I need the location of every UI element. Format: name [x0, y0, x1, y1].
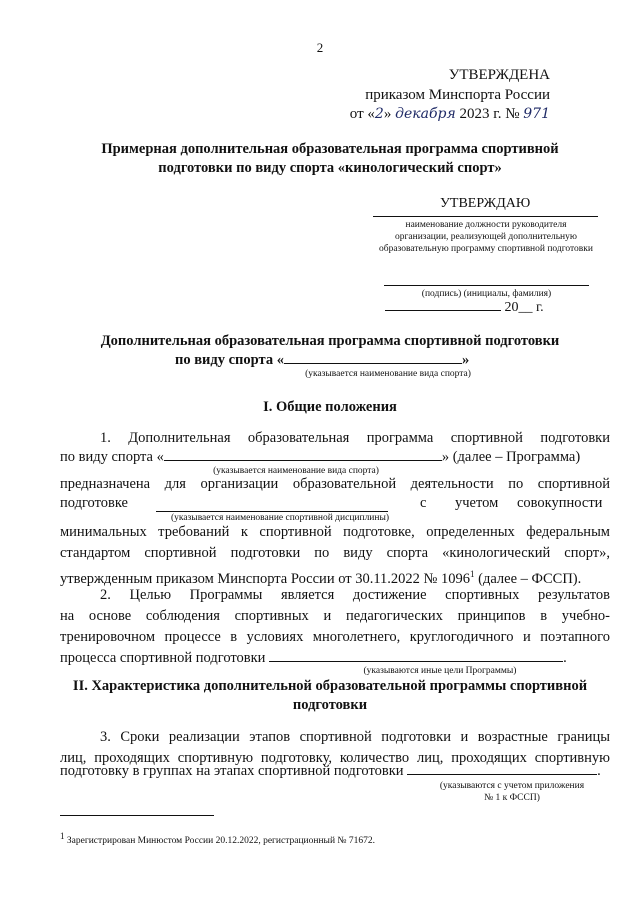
- p1-line5: минимальных требований к спортивной подготовке, определенных федеральным: [60, 524, 610, 540]
- discipline-blank: [156, 499, 388, 512]
- sport-name-blank: [284, 351, 462, 364]
- groups-blank: [407, 762, 597, 775]
- program-title-start: по виду спорта «: [175, 352, 284, 368]
- p1-caption2: (указывается наименование спортивной дисциплины): [170, 513, 390, 523]
- p1-line2-start: по виду спорта «: [60, 449, 164, 465]
- program-title-end: »: [461, 352, 470, 368]
- p2-line2: на основе соблюдения спортивных и педагогических принципов в учебно-: [60, 608, 610, 624]
- document-title-line2: подготовки по виду спорта «кинологический спорт»: [158, 160, 502, 176]
- position-caption-1: наименование должности руководителя: [405, 220, 567, 230]
- p2-caption: (указываются иные цели Программы): [363, 666, 517, 676]
- document-title-line1: Примерная дополнительная образовательная программа спортивной: [101, 141, 559, 157]
- program-title-line1: Дополнительная образовательная программа спортивной подготовки: [100, 333, 560, 349]
- sport-blank-2: [164, 448, 442, 461]
- signature-line: [384, 285, 589, 286]
- approval-mid: »: [383, 106, 396, 122]
- approval-day: 2: [374, 106, 384, 122]
- p1-line4-start: подготовке: [60, 495, 128, 511]
- date-suffix: 20__ г.: [504, 300, 544, 315]
- p1-line3: предназначена для организации образовательной деятельности по спортивной: [60, 476, 610, 492]
- approval-prefix: от «: [349, 106, 375, 122]
- approval-year: 2023 г. №: [455, 106, 524, 122]
- approval-order-line: приказом Минспорта России: [365, 87, 550, 103]
- p1-line4-c: с: [420, 495, 427, 511]
- p2-line4-end: .: [563, 650, 567, 666]
- p1-line4-end: совокупности: [517, 495, 603, 511]
- p1-line1: 1. Дополнительная образовательная программа спортивной подготовки: [100, 430, 610, 446]
- position-caption-2: организации, реализующей дополнительную: [395, 232, 577, 242]
- p3-caption-1: (указываются с учетом приложения: [439, 781, 585, 791]
- approval-date-field: [385, 298, 544, 316]
- p1-caption1: (указывается наименование вида спорта): [213, 466, 379, 476]
- p1-line4: [60, 493, 610, 514]
- p1-line2-end: » (далее – Программа): [441, 449, 581, 465]
- p1-line4-mid: учетом: [455, 495, 499, 511]
- footnote-separator: [60, 815, 214, 816]
- position-caption-3: образовательную программу спортивной подготовки: [378, 244, 593, 254]
- date-blank: [385, 298, 501, 311]
- p3-line2: лиц, проходящих спортивную подготовку, количество лиц, проходящих спортивную: [60, 750, 610, 766]
- p1-line7-start: утвержденным приказом Минспорта России от 30.11.2022 № 1096: [60, 570, 471, 587]
- approval-number: 971: [523, 106, 550, 122]
- p3-line3-end: .: [597, 763, 601, 779]
- signature-caption: (подпись) (инициалы, фамилия): [421, 289, 552, 299]
- section2-title-line1: II. Характеристика дополнительной образовательной программы спортивной: [72, 678, 588, 694]
- approve-heading: УТВЕРЖДАЮ: [440, 196, 531, 211]
- approval-month: декабря: [395, 106, 456, 122]
- p2-line1: 2. Целью Программы является достижение спортивных результатов: [100, 587, 610, 603]
- p1-line6: стандартом спортивной подготовки по виду спорта «кинологический спорт»,: [60, 545, 610, 561]
- goals-blank: [269, 649, 563, 662]
- p1-line7-end: (далее – ФССП).: [474, 570, 582, 587]
- sport-caption: (указывается наименование вида спорта): [305, 369, 471, 379]
- footnote-ref: 1: [470, 569, 475, 579]
- p2-line4-start: процесса спортивной подготовки: [60, 650, 266, 666]
- position-line: [373, 216, 598, 217]
- p2-line3: тренировочном процессе в условиях многолетнего, круглогодичного и поэтапного: [60, 629, 610, 645]
- section1-title: I. Общие положения: [263, 399, 397, 415]
- p3-line3-start: подготовку в группах на этапах спортивной подготовки: [60, 763, 404, 779]
- approval-heading: УТВЕРЖДЕНА: [448, 67, 550, 83]
- p3-caption-2: № 1 к ФССП): [484, 793, 540, 803]
- program-title-line2: [175, 351, 469, 369]
- p3-line3: [60, 761, 610, 782]
- page-number: 2: [316, 40, 324, 55]
- footnote: [60, 831, 375, 846]
- footnote-text: Зарегистрирован Минюстом России 20.12.2022, регистрационный № 71672.: [64, 836, 375, 847]
- p3-line1: 3. Сроки реализации этапов спортивной подготовки и возрастные границы: [100, 729, 610, 745]
- section2-title-line2: подготовки: [292, 697, 368, 713]
- approval-date-line: [300, 105, 550, 124]
- footnote-mark: 1: [60, 831, 65, 841]
